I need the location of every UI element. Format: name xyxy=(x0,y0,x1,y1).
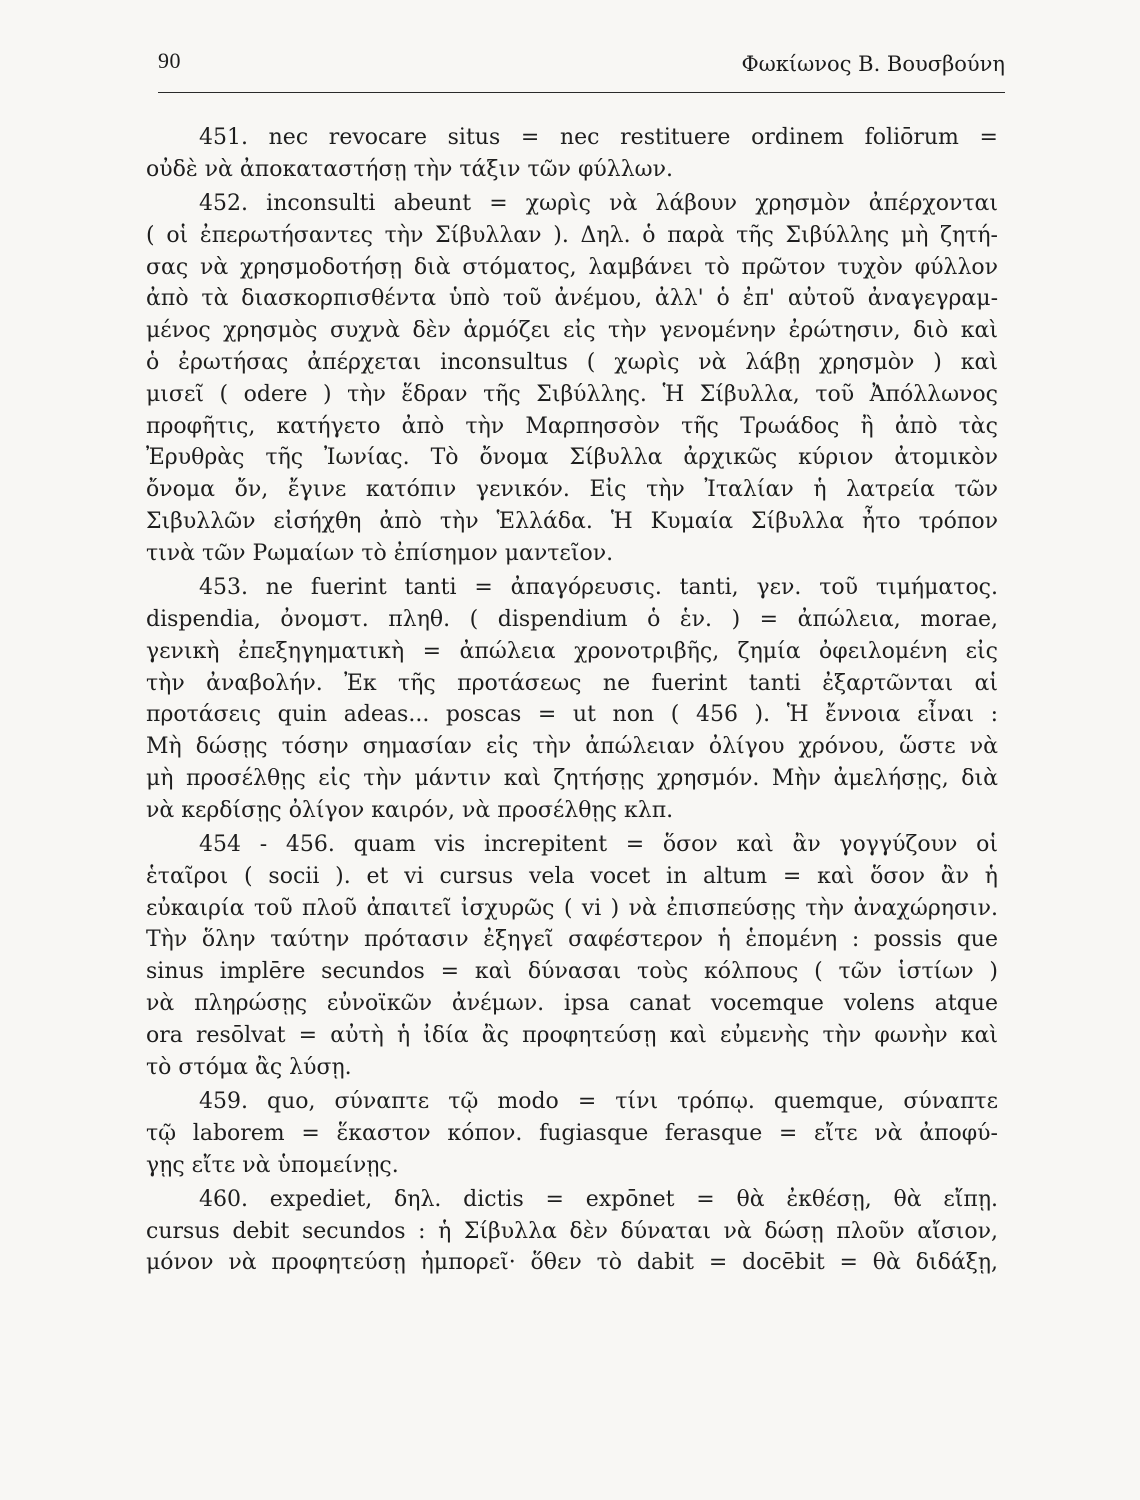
text-line: μόνον νὰ προφητεύσῃ ἠμπορεῖ· ὅθεν τὸ dabit = docēbit = θὰ διδάξῃ, xyxy=(146,1250,998,1276)
commentary-paragraph xyxy=(146,122,998,186)
text-line: προφῆτις, κατήγετο ἀπὸ τὴν Μαρπησσὸν τῆς Τρωάδος ἢ ἀπὸ τὰς xyxy=(146,413,998,439)
text-line: 460. expediet, δηλ. dictis = expōnet = θὰ ἐκθέσῃ, θὰ εἴπῃ. xyxy=(199,1186,998,1212)
text-line: οὐδὲ νὰ ἀποκαταστήσῃ τὴν τάξιν τῶν φύλλων. xyxy=(146,156,673,182)
text-line: ἀπὸ τὰ διασκορπισθέντα ὑπὸ τοῦ ἀνέμου, ἀλλ' ὁ ἐπ' αὐτοῦ ἀναγεγραμ- xyxy=(146,286,998,312)
text-line: μένος χρησμὸς συχνὰ δὲν ἁρμόζει εἰς τὴν γενομένην ἐρώτησιν, διὸ καὶ xyxy=(146,318,998,344)
text-line: τὴν ἀναβολήν. Ἐκ τῆς προτάσεως ne fuerint tanti ἐξαρτῶνται αἱ xyxy=(146,670,998,696)
text-line: dispendia, ὀνομστ. πληθ. ( dispendium ὁ ἑν. ) = ἀπώλεια, morae, xyxy=(146,606,998,632)
text-line: 451. nec revocare situs = nec restituere ordinem foliōrum = xyxy=(199,125,998,150)
text-line: γῃς εἴτε νὰ ὑπομείνῃς. xyxy=(146,1152,399,1178)
text-line: εὐκαιρία τοῦ πλοῦ ἀπαιτεῖ ἰσχυρῶς ( vi ) νὰ ἐπισπεύσῃς τὴν ἀναχώρησιν. xyxy=(146,895,998,921)
text-line: τῷ laborem = ἕκαστον κόπον. fugiasque ferasque = εἴτε νὰ ἀποφύ- xyxy=(146,1120,998,1146)
header-rule xyxy=(158,92,1005,93)
page-number: 90 xyxy=(158,48,181,73)
text-line: τινὰ τῶν Ρωμαίων τὸ ἐπίσημον μαντεῖον. xyxy=(146,540,614,566)
text-line: γενικὴ ἐπεξηγηματικὴ = ἀπώλεια χρονοτριβῆς, ζημία ὀφειλομένη εἰς xyxy=(146,638,998,664)
text-line: 452. inconsulti abeunt = χωρὶς νὰ λάβουν χρησμὸν ἀπέρχονται xyxy=(199,191,998,217)
text-line: ὁ ἐρωτήσας ἀπέρχεται inconsultus ( χωρὶς νὰ λάβῃ χρησμὸν ) καὶ xyxy=(146,350,998,376)
text-line: προτάσεις quin adeas... poscas = ut non ( 456 ). Ἡ ἔννοια εἶναι : xyxy=(146,702,998,728)
text-line: μισεῖ ( odere ) τὴν ἕδραν τῆς Σιβύλλης. Ἡ Σίβυλλα, τοῦ Ἀπόλλωνος xyxy=(146,381,998,407)
commentary-paragraph xyxy=(146,188,998,570)
text-line: 454 - 456. quam vis increpitent = ὅσον καὶ ἂν γογγύζουν οἱ xyxy=(199,832,998,858)
running-head: Φωκίωνος Β. Βουσβούνη xyxy=(741,52,1005,76)
text-line: Μὴ δώσῃς τόσην σημασίαν εἰς τὴν ἀπώλειαν ὀλίγου χρόνου, ὥστε νὰ xyxy=(146,734,998,760)
text-line: ora resōlvat = αὐτὴ ἡ ἰδία ἂς προφητεύσῃ καὶ εὐμενὴς τὴν φωνὴν καὶ xyxy=(146,1022,998,1048)
text-line: Τὴν ὅλην ταύτην πρότασιν ἐξηγεῖ σαφέστερον ἡ ἑπομένη : possis que xyxy=(146,927,998,953)
commentary-paragraph xyxy=(146,1086,998,1181)
text-line: σας νὰ χρησμοδοτήσῃ διὰ στόματος, λαμβάνει τὸ πρῶτον τυχὸν φύλλον xyxy=(146,254,998,280)
text-line: τὸ στόμα ἂς λύσῃ. xyxy=(146,1054,352,1080)
commentary-paragraph xyxy=(146,572,998,826)
text-line: 459. quo, σύναπτε τῷ modo = τίνι τρόπῳ. quemque, σύναπτε xyxy=(199,1088,998,1114)
text-line: ἑταῖροι ( socii ). et vi cursus vela vocet in altum = καὶ ὅσον ἂν ἡ xyxy=(146,863,998,889)
text-line: Ἐρυθρὰς τῆς Ἰωνίας. Τὸ ὄνομα Σίβυλλα ἀρχικῶς κύριον ἀτομικὸν xyxy=(146,445,998,471)
text-line: cursus debit secundos : ἡ Σίβυλλα δὲν δύναται νὰ δώσῃ πλοῦν αἴσιον, xyxy=(146,1218,998,1244)
text-line: sinus implēre secundos = καὶ δύνασαι τοὺς κόλπους ( τῶν ἱστίων ) xyxy=(146,959,998,985)
text-line: Σιβυλλῶν εἰσήχθη ἀπὸ τὴν Ἑλλάδα. Ἡ Κυμαία Σίβυλλα ἦτο τρόπον xyxy=(146,509,998,535)
commentary-body xyxy=(146,122,998,1412)
text-line: ὄνομα ὄν, ἔγινε κατόπιν γενικόν. Εἰς τὴν Ἰταλίαν ἡ λατρεία τῶν xyxy=(146,477,998,503)
commentary-paragraph xyxy=(146,829,998,1083)
text-line: ( οἱ ἐπερωτήσαντες τὴν Σίβυλλαν ). Δηλ. ὁ παρὰ τῆς Σιβύλλης μὴ ζητή- xyxy=(146,222,998,248)
commentary-paragraph xyxy=(146,1184,998,1279)
text-line: νὰ πληρώσῃς εὐνοϊκῶν ἀνέμων. ipsa canat vocemque volens atque xyxy=(146,991,998,1017)
page-header xyxy=(158,48,1005,92)
text-line: νὰ κερδίσῃς ὀλίγον καιρόν, νὰ προσέλθῃς κλπ. xyxy=(146,797,674,823)
text-line: μὴ προσέλθῃς εἰς τὴν μάντιν καὶ ζητήσῃς χρησμόν. Μὴν ἀμελήσῃς, διὰ xyxy=(146,765,998,791)
text-line: 453. ne fuerint tanti = ἀπαγόρευσις. tanti, γεν. τοῦ τιμήματος. xyxy=(199,575,998,601)
